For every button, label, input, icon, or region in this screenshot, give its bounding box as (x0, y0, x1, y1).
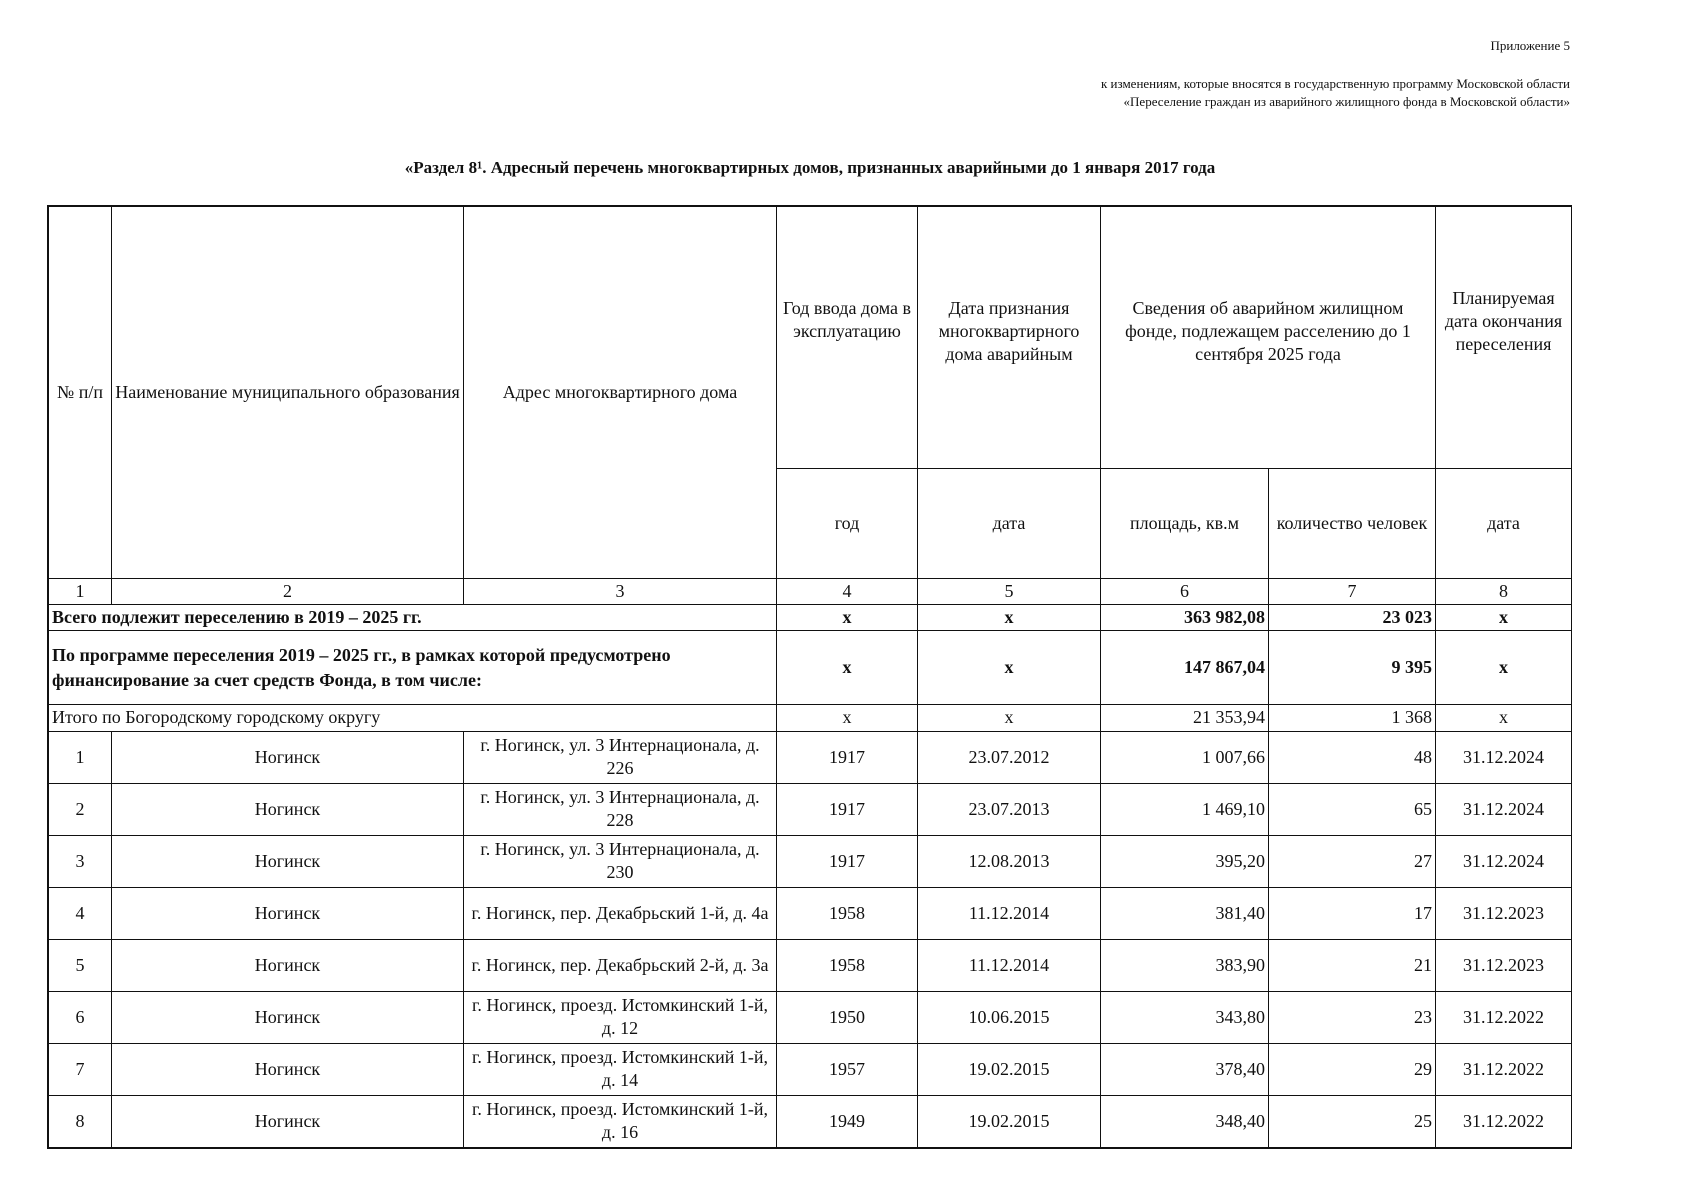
row-municipality: Ногинск (112, 991, 464, 1043)
row-number: 3 (49, 835, 112, 887)
row-people: 48 (1269, 731, 1436, 783)
row-people: 17 (1269, 887, 1436, 939)
table-row (49, 887, 1572, 939)
fund-people: 9 395 (1269, 631, 1436, 705)
row-address: г. Ногинск, проезд. Истомкинский 1-й, д. 14 (464, 1043, 777, 1095)
column-number: 7 (1269, 579, 1436, 605)
row-year: 1957 (777, 1043, 918, 1095)
district-row (49, 705, 1572, 731)
row-end-date: 31.12.2022 (1436, 1095, 1572, 1147)
row-area: 1 007,66 (1101, 731, 1269, 783)
total-label: Всего подлежит переселению в 2019 – 2025 гг. (49, 605, 777, 631)
fund-date: х (918, 631, 1101, 705)
row-number: 2 (49, 783, 112, 835)
row-address: г. Ногинск, проезд. Истомкинский 1-й, д. 16 (464, 1095, 777, 1147)
column-number: 2 (112, 579, 464, 605)
row-area: 395,20 (1101, 835, 1269, 887)
fund-end: х (1436, 631, 1572, 705)
row-date: 23.07.2012 (918, 731, 1101, 783)
row-area: 383,90 (1101, 939, 1269, 991)
row-number: 5 (49, 939, 112, 991)
total-date: х (918, 605, 1101, 631)
table-row (49, 1095, 1572, 1147)
row-area: 1 469,10 (1101, 783, 1269, 835)
housing-table (48, 206, 1572, 1148)
row-date: 19.02.2015 (918, 1095, 1101, 1147)
district-end: х (1436, 705, 1572, 731)
row-municipality: Ногинск (112, 1043, 464, 1095)
row-end-date: 31.12.2024 (1436, 783, 1572, 835)
row-date: 11.12.2014 (918, 939, 1101, 991)
row-date: 10.06.2015 (918, 991, 1101, 1043)
subheader-people: количество человек (1269, 469, 1436, 579)
subheader-date: дата (918, 469, 1101, 579)
row-area: 381,40 (1101, 887, 1269, 939)
row-end-date: 31.12.2023 (1436, 887, 1572, 939)
row-year: 1950 (777, 991, 918, 1043)
row-people: 65 (1269, 783, 1436, 835)
row-number: 4 (49, 887, 112, 939)
table-row (49, 991, 1572, 1043)
row-area: 348,40 (1101, 1095, 1269, 1147)
district-people: 1 368 (1269, 705, 1436, 731)
row-address: г. Ногинск, ул. 3 Интернационала, д. 228 (464, 783, 777, 835)
row-year: 1958 (777, 939, 918, 991)
column-number: 3 (464, 579, 777, 605)
header-address: Адрес многоквартирного дома (464, 207, 777, 579)
header-municipality: Наименование муниципального образования (112, 207, 464, 579)
row-address: г. Ногинск, пер. Декабрьский 1-й, д. 4а (464, 887, 777, 939)
row-date: 12.08.2013 (918, 835, 1101, 887)
district-year: х (777, 705, 918, 731)
total-end: х (1436, 605, 1572, 631)
table-row (49, 1043, 1572, 1095)
fund-area: 147 867,04 (1101, 631, 1269, 705)
header-year-built: Год ввода дома в эксплуатацию (777, 207, 918, 469)
row-number: 6 (49, 991, 112, 1043)
row-end-date: 31.12.2024 (1436, 835, 1572, 887)
appendix-number: Приложение 5 (1490, 38, 1570, 53)
district-area: 21 353,94 (1101, 705, 1269, 731)
column-number: 6 (1101, 579, 1269, 605)
table-row (49, 835, 1572, 887)
fund-year: х (777, 631, 918, 705)
row-people: 23 (1269, 991, 1436, 1043)
total-year: х (777, 605, 918, 631)
row-year: 1917 (777, 835, 918, 887)
row-end-date: 31.12.2022 (1436, 1043, 1572, 1095)
total-row (49, 605, 1572, 631)
header-num: № п/п (49, 207, 112, 579)
row-address: г. Ногинск, ул. 3 Интернационала, д. 230 (464, 835, 777, 887)
row-municipality: Ногинск (112, 1095, 464, 1147)
row-address: г. Ногинск, ул. 3 Интернационала, д. 226 (464, 731, 777, 783)
total-people: 23 023 (1269, 605, 1436, 631)
column-number: 8 (1436, 579, 1572, 605)
column-number: 5 (918, 579, 1101, 605)
header-fund-info: Сведения об аварийном жилищном фонде, подлежащем расселению до 1 сентября 2025 года (1101, 207, 1436, 469)
row-area: 378,40 (1101, 1043, 1269, 1095)
row-number: 7 (49, 1043, 112, 1095)
header-planned-end: Планируемая дата окончания переселения (1436, 207, 1572, 469)
row-number: 1 (49, 731, 112, 783)
table-row (49, 783, 1572, 835)
row-year: 1958 (777, 887, 918, 939)
row-end-date: 31.12.2024 (1436, 731, 1572, 783)
subheader-end-date: дата (1436, 469, 1572, 579)
column-number: 1 (49, 579, 112, 605)
row-date: 11.12.2014 (918, 887, 1101, 939)
row-end-date: 31.12.2022 (1436, 991, 1572, 1043)
header-row (49, 207, 1572, 469)
row-address: г. Ногинск, пер. Декабрьский 2-й, д. 3а (464, 939, 777, 991)
row-municipality: Ногинск (112, 939, 464, 991)
row-year: 1917 (777, 731, 918, 783)
row-year: 1917 (777, 783, 918, 835)
document-title: «Раздел 8¹. Адресный перечень многоквартирных домов, признанных аварийными до 1 января 2017 года (404, 158, 1216, 177)
row-people: 25 (1269, 1095, 1436, 1147)
row-people: 29 (1269, 1043, 1436, 1095)
column-number-row (49, 579, 1572, 605)
row-number: 8 (49, 1095, 112, 1147)
subheader-year: год (777, 469, 918, 579)
header-date-declared: Дата признания многоквартирного дома аварийным (918, 207, 1101, 469)
row-people: 27 (1269, 835, 1436, 887)
total-area: 363 982,08 (1101, 605, 1269, 631)
row-municipality: Ногинск (112, 887, 464, 939)
table-row (49, 939, 1572, 991)
row-people: 21 (1269, 939, 1436, 991)
row-year: 1949 (777, 1095, 918, 1147)
fund-row (49, 631, 1572, 705)
row-address: г. Ногинск, проезд. Истомкинский 1-й, д. 12 (464, 991, 777, 1043)
table-row (49, 731, 1572, 783)
column-number: 4 (777, 579, 918, 605)
row-area: 343,80 (1101, 991, 1269, 1043)
row-municipality: Ногинск (112, 835, 464, 887)
row-date: 19.02.2015 (918, 1043, 1101, 1095)
row-municipality: Ногинск (112, 731, 464, 783)
appendix-note: к изменениям, которые вносятся в государственную программу Московской области «Переселение граждан из аварийного жилищного фонда в Московской области» (1100, 76, 1570, 109)
row-end-date: 31.12.2023 (1436, 939, 1572, 991)
row-municipality: Ногинск (112, 783, 464, 835)
subheader-area: площадь, кв.м (1101, 469, 1269, 579)
row-date: 23.07.2013 (918, 783, 1101, 835)
district-label: Итого по Богородскому городскому округу (49, 705, 777, 731)
district-date: х (918, 705, 1101, 731)
fund-label: По программе переселения 2019 – 2025 гг., в рамках которой предусмотрено финансирование за счет средств Фонда, в том числе: (49, 631, 777, 705)
